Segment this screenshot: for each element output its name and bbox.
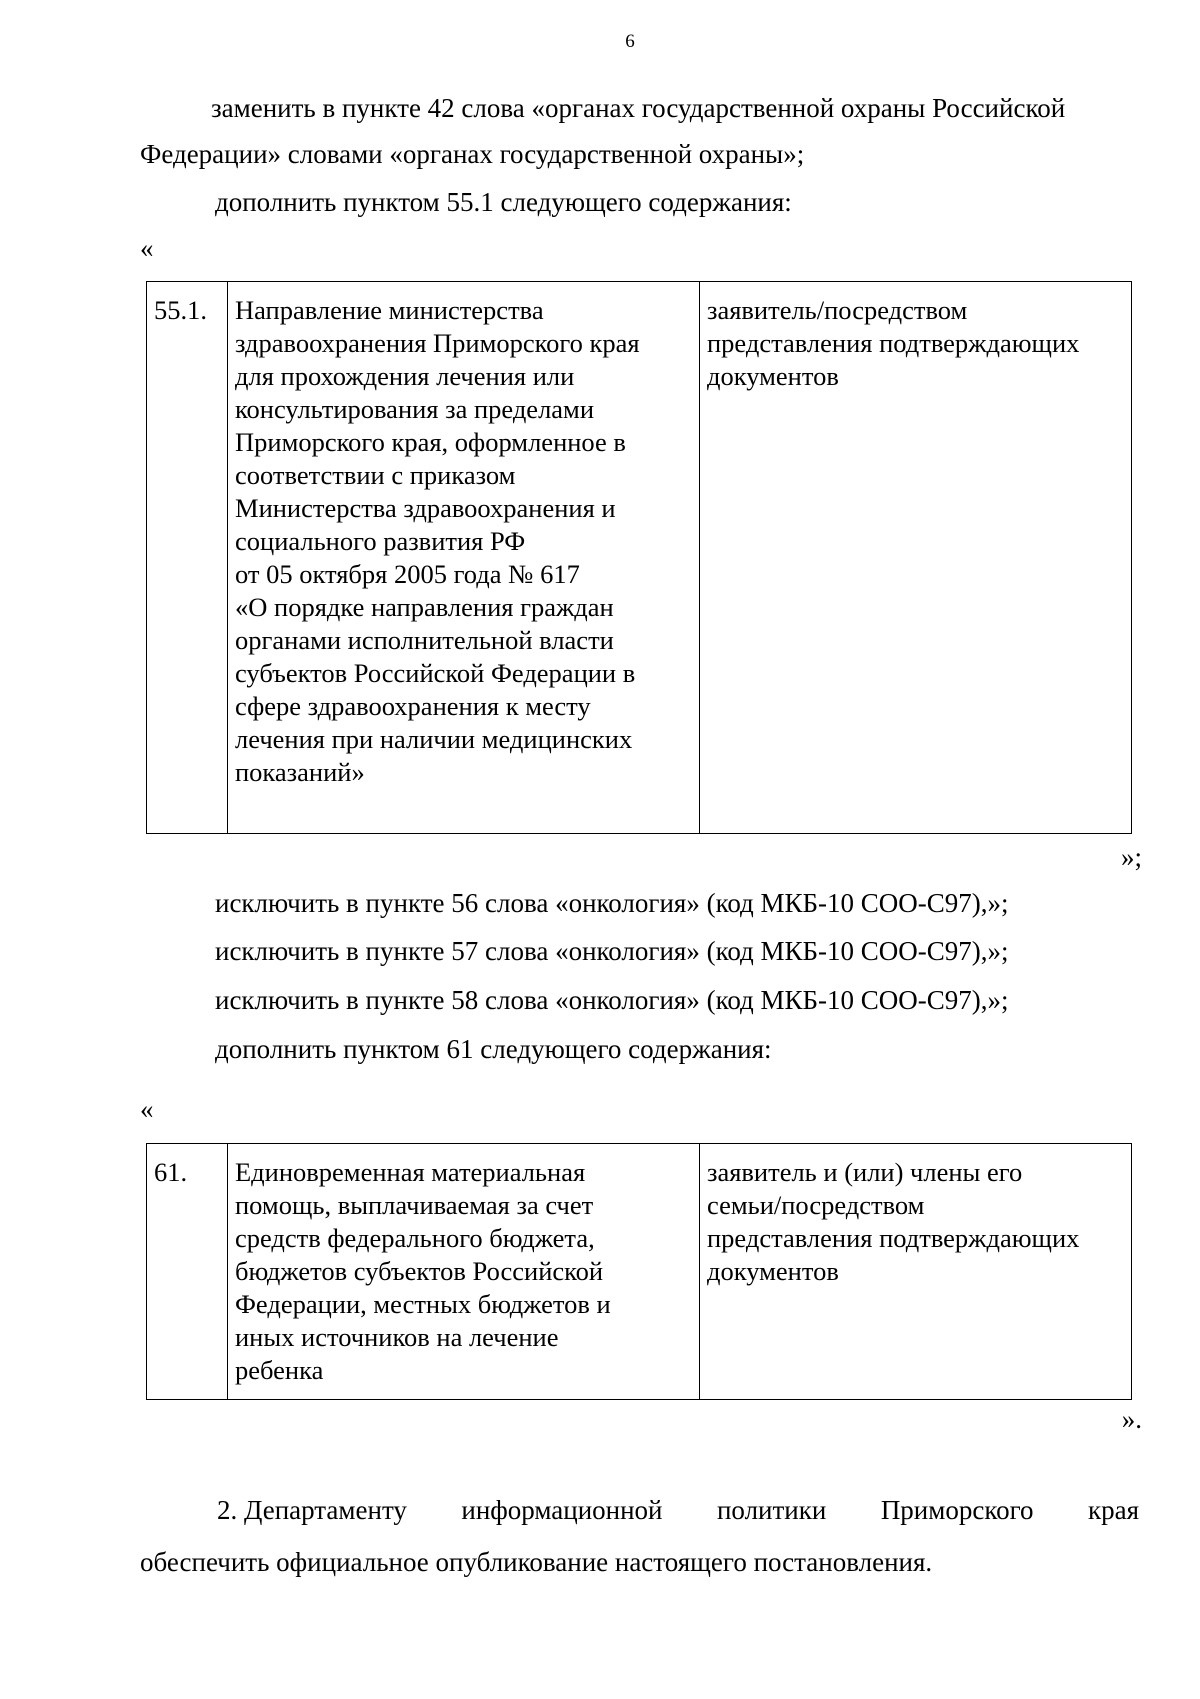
item-2-word: 2. Департаменту — [217, 1495, 407, 1525]
paragraph-exclude-56: исключить в пункте 56 слова «онкология» (код МКБ-10 СОО-С97),»; — [215, 888, 1009, 918]
submission-method-cell: заявитель/посредством представления подтверждающих документов — [700, 282, 1132, 834]
paragraph-item-2-line-1 — [217, 1494, 1139, 1526]
closing-quote-1: »; — [1120, 842, 1142, 872]
paragraph-exclude-58: исключить в пункте 58 слова «онкология» (код МКБ-10 СОО-С97),»; — [215, 985, 1009, 1015]
item-number-cell: 61. — [147, 1144, 228, 1400]
item-number-cell: 55.1. — [147, 282, 228, 834]
table-item-61 — [146, 1143, 1132, 1400]
paragraph-amend-42-line-2: Федерации» словами «органах государственной охраны»; — [140, 139, 805, 169]
item-2-word: Приморского — [880, 1495, 1034, 1525]
item-2-word: информационной — [461, 1495, 663, 1525]
table-row — [147, 282, 1132, 834]
item-2-word: политики — [716, 1495, 827, 1525]
paragraph-add-55-1: дополнить пунктом 55.1 следующего содержания: — [215, 187, 792, 217]
document-name-cell: Направление министерства здравоохранения Приморского края для прохождения лечения или консультирования за пределами Приморского края, оформленное в соответствии с приказом Министерства здравоохранения и социального развития РФ от 05 октября 2005 года № 617 «О порядке направления граждан органами исполнительной власти субъектов Российской Федерации в сфере здравоохранения к месту лечения при наличии медицинских показаний» — [228, 282, 700, 834]
paragraph-exclude-57: исключить в пункте 57 слова «онкология» (код МКБ-10 СОО-С97),»; — [215, 936, 1009, 966]
submission-method-cell: заявитель и (или) члены его семьи/посредством представления подтверждающих документов — [700, 1144, 1132, 1400]
opening-quote-2: « — [140, 1094, 154, 1124]
document-name-cell: Единовременная материальная помощь, выплачиваемая за счет средств федерального бюджета, бюджетов субъектов Российской Федерации, местных бюджетов и иных источников на лечение ребенка — [228, 1144, 700, 1400]
table-item-55-1 — [146, 281, 1132, 834]
paragraph-amend-42-line-1: заменить в пункте 42 слова «органах государственной охраны Российской — [211, 93, 1066, 123]
closing-quote-2: ». — [1121, 1404, 1142, 1434]
opening-quote-1: « — [140, 233, 154, 263]
item-2-word: края — [1087, 1495, 1139, 1525]
paragraph-item-2-line-2: обеспечить официальное опубликование настоящего постановления. — [140, 1547, 933, 1577]
page-number: 6 — [625, 31, 635, 52]
table-row — [147, 1144, 1132, 1400]
paragraph-add-61: дополнить пунктом 61 следующего содержания: — [215, 1034, 772, 1064]
